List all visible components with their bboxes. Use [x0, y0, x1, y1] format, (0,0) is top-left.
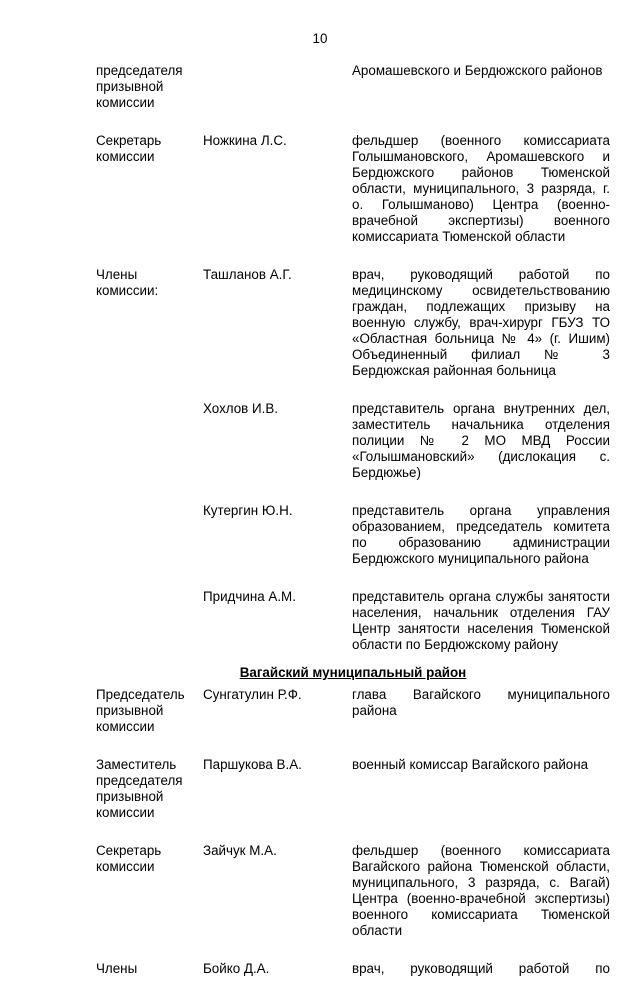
position-description: представитель органа внутренних дел, заместитель начальника отделения полиции № 2 МО МВД России «Голышмановский» (дислокация с. Бердюжье) [352, 401, 610, 480]
position-description: представитель органа службы занятости населения, начальник отделения ГАУ Центр занятости населения Тюменской области по Бердюжскому району [352, 589, 610, 652]
position-description: фельдшер (военного комиссариата Вагайского района Тюменской области, муниципального, 3 разряда, с. Вагай) Центра (военно-врачебной экспертизы) военного комиссариата Тюменской области [352, 843, 610, 938]
commission-list [96, 63, 610, 999]
role-label: Секретарь комиссии [96, 843, 162, 874]
section-heading: Вагайский муниципальный район [239, 665, 467, 680]
person-name: Паршукова В.А. [203, 757, 302, 772]
member-row [96, 589, 610, 653]
member-row [96, 687, 610, 735]
person-name [203, 63, 352, 111]
person-name: Ташланов А.Г. [203, 267, 292, 282]
role-label: Секретарь комиссии [96, 133, 162, 164]
role-label [96, 589, 203, 653]
position-description: представитель органа управления образованием, председатель комитета по образованию администрации Бердюжского муниципального района [352, 503, 610, 566]
role-label: Председатель призывной комиссии [96, 687, 185, 734]
member-row [96, 961, 610, 977]
position-description: фельдшер (военного комиссариата Голышмановского, Аромашевского и Бердюжского районов Тюменской области, муниципального, 3 разряда, г. о. Голышманово) Центра (военно-врачебной экспертизы) военного комиссариата Тюменской области [352, 133, 610, 244]
role-label: Заместитель председателя призывной комиссии [96, 757, 183, 820]
member-row [96, 267, 610, 379]
position-description: Аромашевского и Бердюжского районов [352, 63, 603, 78]
member-row [96, 401, 610, 481]
role-label [96, 401, 203, 481]
person-name: Зайчук М.А. [203, 843, 277, 858]
page-number: 10 [312, 31, 328, 46]
person-name: Бойко Д.А. [203, 961, 270, 976]
member-row [96, 757, 610, 821]
person-name: Кутергин Ю.Н. [203, 503, 293, 518]
position-description: военный комиссар Вагайского района [352, 757, 589, 772]
person-name: Придчина А.М. [203, 589, 296, 604]
role-label [96, 503, 203, 567]
member-row [96, 63, 610, 111]
member-row [96, 843, 610, 939]
position-description: глава Вагайского муниципального района [352, 687, 610, 718]
person-name: Хохлов И.В. [203, 401, 279, 416]
position-description: врач, руководящий работой по [352, 961, 610, 976]
position-description: врач, руководящий работой по медицинскому освидетельствованию граждан, подлежащих призыву на военную службу, врач-хирург ГБУЗ ТО «Областная больница № 4» (г. Ишим) Объединенный филиал № 3 Бердюжская районная больница [352, 267, 610, 378]
person-name: Ножкина Л.С. [203, 133, 287, 148]
member-row [96, 503, 610, 567]
role-label: председателя призывной комиссии [96, 63, 183, 110]
role-label: Члены комиссии: [96, 267, 159, 298]
role-label: Члены [96, 961, 138, 976]
person-name: Сунгатулин Р.Ф. [203, 687, 302, 702]
member-row [96, 133, 610, 245]
